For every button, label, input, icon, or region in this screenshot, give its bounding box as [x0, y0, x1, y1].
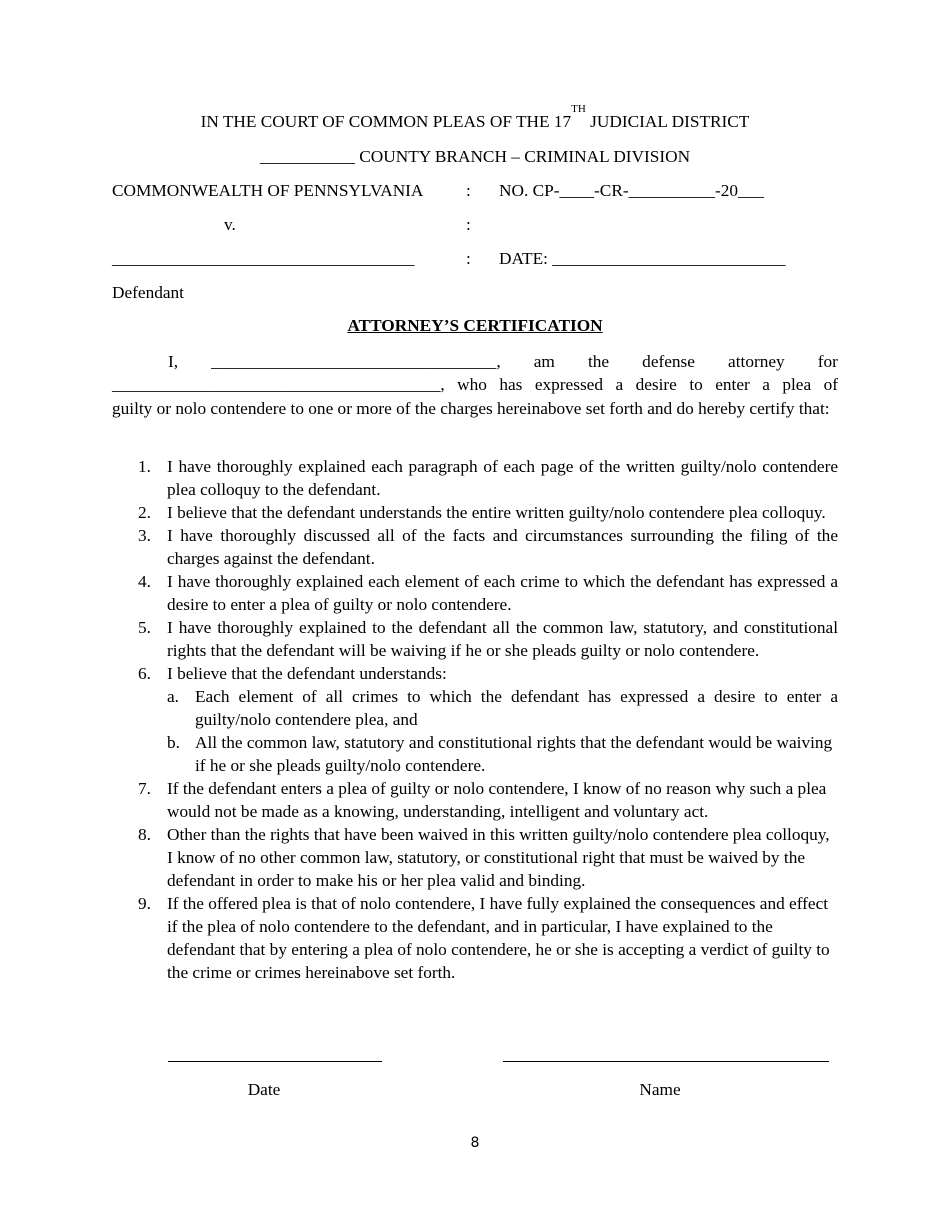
- item-text: I believe that the defendant understands:: [167, 664, 447, 683]
- date-label: Date: [247, 1080, 281, 1099]
- list-item: [112, 501, 838, 524]
- intro-word: am: [533, 352, 555, 371]
- court-heading-suffix: JUDICIAL DISTRICT: [585, 112, 750, 131]
- intro-word: defense: [642, 352, 695, 371]
- item-text: I have thoroughly explained each element of each crime to which the defendant has expressed a desire to enter a plea of guilty or nolo contendere.: [167, 572, 838, 614]
- case-number-field[interactable]: NO. CP-____-CR-__________-20___: [499, 181, 764, 200]
- date-field[interactable]: DATE: ___________________________: [499, 249, 786, 268]
- item-number: 9.: [138, 894, 151, 913]
- intro-word: I,: [168, 352, 179, 371]
- list-item: [112, 892, 838, 984]
- versus-label: v.: [224, 215, 236, 234]
- defendant-label: Defendant: [112, 283, 184, 302]
- sub-list: [167, 685, 838, 777]
- intro-line-2: ______________________________________, who has expressed a desire to enter a plea of: [112, 375, 838, 394]
- page-number: 8: [470, 1135, 480, 1151]
- intro-word: attorney: [728, 352, 785, 371]
- item-text: I have thoroughly explained each paragraph of each page of the written guilty/nolo contendere plea colloquy to the defendant.: [167, 457, 838, 499]
- caption-colon: :: [466, 181, 471, 200]
- list-item: [112, 662, 838, 777]
- attorney-name-field[interactable]: _________________________________,: [211, 352, 501, 371]
- sub-item-text: All the common law, statutory and constitutional rights that the defendant would be waiving if he or she pleads guilty/nolo contendere.: [195, 733, 833, 775]
- item-text: If the defendant enters a plea of guilty or nolo contendere, I know of no reason why such a plea would not be made as a knowing, understanding, intelligent and voluntary act.: [167, 779, 827, 821]
- intro-line-3: guilty or nolo contendere to one or more of the charges hereinabove set forth and do hereby certify that:: [112, 399, 830, 418]
- sub-list-item: [167, 731, 838, 777]
- item-text: I believe that the defendant understands the entire written guilty/nolo contendere plea colloquy.: [167, 503, 826, 522]
- intro-word: the: [587, 352, 610, 371]
- item-number: 4.: [138, 572, 151, 591]
- caption-colon: :: [466, 215, 471, 234]
- court-heading-prefix: IN THE COURT OF COMMON PLEAS OF THE 17: [200, 112, 572, 131]
- court-heading: [0, 103, 950, 133]
- county-branch-line: ___________ COUNTY BRANCH – CRIMINAL DIVISION: [259, 147, 691, 166]
- sub-list-item: [167, 685, 838, 731]
- sub-item-text: Each element of all crimes to which the defendant has expressed a desire to enter a guilty/nolo contendere plea, and: [195, 687, 838, 729]
- item-number: 7.: [138, 779, 151, 798]
- plaintiff-name: COMMONWEALTH OF PENNSYLVANIA: [112, 181, 424, 200]
- name-signature-line[interactable]: [503, 1061, 829, 1062]
- defendant-name-field[interactable]: ___________________________________: [112, 249, 415, 268]
- sub-item-letter: b.: [167, 733, 180, 752]
- name-label: Name: [639, 1080, 681, 1099]
- document-title: ATTORNEY’S CERTIFICATION: [347, 316, 603, 335]
- intro-line-1: [112, 351, 838, 373]
- caption-colon: :: [466, 249, 471, 268]
- item-text: I have thoroughly explained to the defendant all the common law, statutory, and constitutional rights that the defendant will be waiving if he or she pleads guilty or nolo contendere.: [167, 618, 838, 660]
- item-number: 3.: [138, 526, 151, 545]
- court-heading-superscript: TH: [571, 103, 586, 115]
- certification-list: [112, 455, 838, 984]
- date-signature-line[interactable]: [168, 1061, 382, 1062]
- intro-word: for: [817, 352, 838, 371]
- list-item: [112, 524, 838, 570]
- list-item: [112, 823, 838, 892]
- list-item: [112, 570, 838, 616]
- item-number: 2.: [138, 503, 151, 522]
- item-number: 8.: [138, 825, 151, 844]
- item-number: 1.: [138, 457, 151, 476]
- list-item: [112, 616, 838, 662]
- sub-item-letter: a.: [167, 687, 179, 706]
- list-item: [112, 455, 838, 501]
- item-text: If the offered plea is that of nolo contendere, I have fully explained the consequences and effect if the plea of nolo contendere to the defendant, and in particular, I have explained to the defendant that by entering a plea of nolo contendere, he or she is accepting a verdict of guilty to the crime or crimes hereinabove set forth.: [167, 894, 830, 982]
- item-number: 6.: [138, 664, 151, 683]
- item-text: I have thoroughly discussed all of the facts and circumstances surrounding the filing of the charges against the defendant.: [167, 526, 838, 568]
- item-text: Other than the rights that have been waived in this written guilty/nolo contendere plea colloquy, I know of no other common law, statutory, or constitutional right that must be waived by the defendant in order to make his or her plea valid and binding.: [167, 825, 830, 890]
- list-item: [112, 777, 838, 823]
- item-number: 5.: [138, 618, 151, 637]
